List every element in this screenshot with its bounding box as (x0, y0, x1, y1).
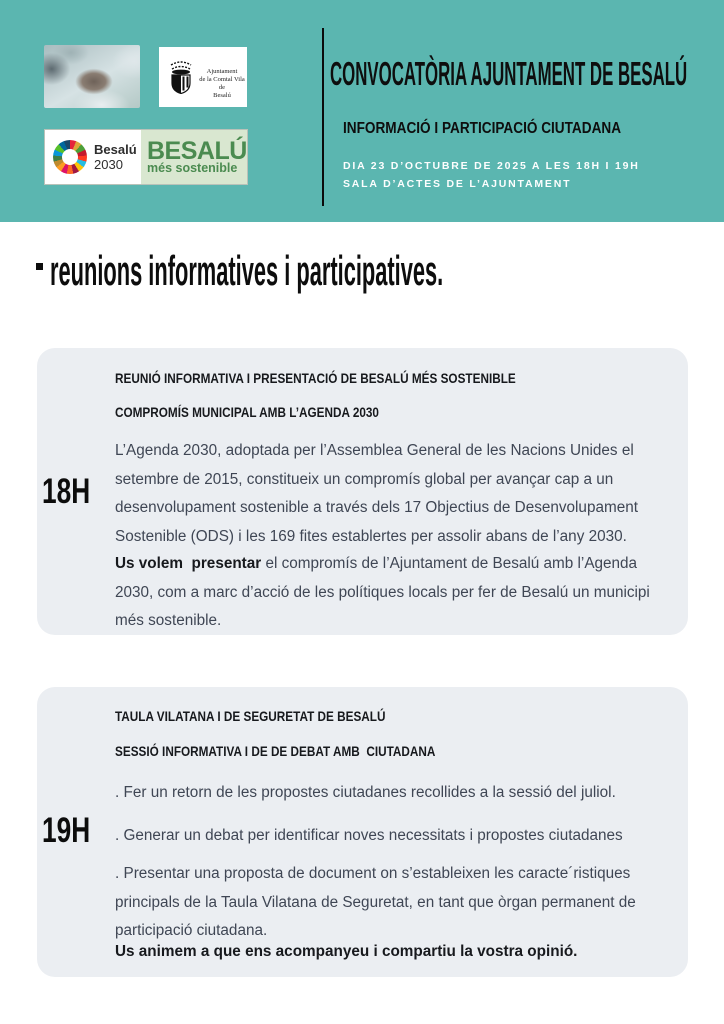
bullet-icon (36, 263, 43, 270)
besalu-sostenible-title: BESALÚ (147, 137, 247, 165)
besalu-2030-label (94, 142, 137, 172)
header-band (0, 0, 724, 222)
session-19h-subtitle: SESSIÓ INFORMATIVA I DE DE DEBAT AMB CIUTADANA (115, 743, 436, 759)
besalu-2030-logo (44, 129, 248, 185)
besalu-coat-of-arms-icon (168, 60, 194, 94)
section-heading: reunions informatives i participatives. (50, 247, 444, 294)
session-18h-paragraph-2 (115, 550, 671, 636)
besalu-sostenible-subtitle: més sostenible (147, 161, 238, 175)
time-label-19h: 19H (42, 811, 91, 850)
session-19h-item-3: . Presentar una proposta de document on s’estableixen les caracte´ristiques principals de la Taula Vilatana de Seguretat, en tant que òrgan permanent de participació ciutadana. (115, 865, 636, 939)
session-19h-item-1: . Fer un retorn de les propostes ciutadanes recollides a la sessió del juliol. (115, 784, 616, 801)
team-hands-photo (44, 45, 140, 108)
session-18h-paragraph-1: L’Agenda 2030, adoptada per l’Assemblea General de les Nacions Unides el setembre de 2015, constitueix un compromís global per avançar cap a un desenvolupament sostenible a través dels 17 Objectius de Desenvolupament Sostenible (ODS) i les 169 fites establertes per assolir abans de l’any 2030. (115, 442, 638, 545)
session-18h-paragraph-2-bold: Us volem presentar (115, 555, 262, 572)
poster-subtitle: INFORMACIÓ I PARTICIPACIÓ CIUTADANA (343, 120, 622, 137)
ajuntament-logo (159, 47, 247, 107)
besalu-2030-year: 2030 (94, 157, 123, 172)
session-18h-paragraph-2-rest: el compromís de l’Ajuntament de Besalú amb l’Agenda 2030, com a marc d’acció de les polítiques locals per fer de Besalú un municipi més sostenible. (115, 555, 650, 629)
session-19h-title: TAULA VILATANA I DE SEGURETAT DE BESALÚ (115, 708, 386, 724)
ajuntament-logo-text (199, 68, 245, 100)
session-19h-closing: Us animem a que ens acompanyeu i compartiu la vostra opinió. (115, 943, 578, 960)
ajuntament-logo-line1: Ajuntament (206, 68, 238, 75)
session-card-18h (37, 348, 688, 635)
besalu-2030-name: Besalú (94, 142, 137, 157)
session-19h-item-2: . Generar un debat per identificar noves necessitats i propostes ciutadanes (115, 827, 623, 844)
sdg-wheel-icon (53, 140, 87, 174)
session-card-19h (37, 687, 688, 977)
header-divider-line (322, 28, 324, 206)
poster-title: CONVOCATÒRIA AJUNTAMENT DE BESALÚ (330, 55, 688, 92)
session-18h-title: REUNIÓ INFORMATIVA I PRESENTACIÓ DE BESALÚ MÉS SOSTENIBLE (115, 370, 516, 386)
event-date-line: DIA 23 D’OCTUBRE DE 2025 A LES 18H I 19H (343, 160, 640, 172)
time-label-18h: 18H (42, 472, 91, 511)
ajuntament-logo-line3: Besalú (213, 92, 231, 99)
ajuntament-logo-line2: de la Comtal Vila de (199, 76, 245, 91)
event-place-line: SALA D’ACTES DE L’AJUNTAMENT (343, 177, 572, 190)
besalu-2030-logo-right (141, 130, 247, 184)
session-18h-subtitle: COMPROMÍS MUNICIPAL AMB L’AGENDA 2030 (115, 404, 379, 420)
event-datetime (343, 158, 640, 193)
besalu-2030-logo-left (45, 130, 141, 184)
